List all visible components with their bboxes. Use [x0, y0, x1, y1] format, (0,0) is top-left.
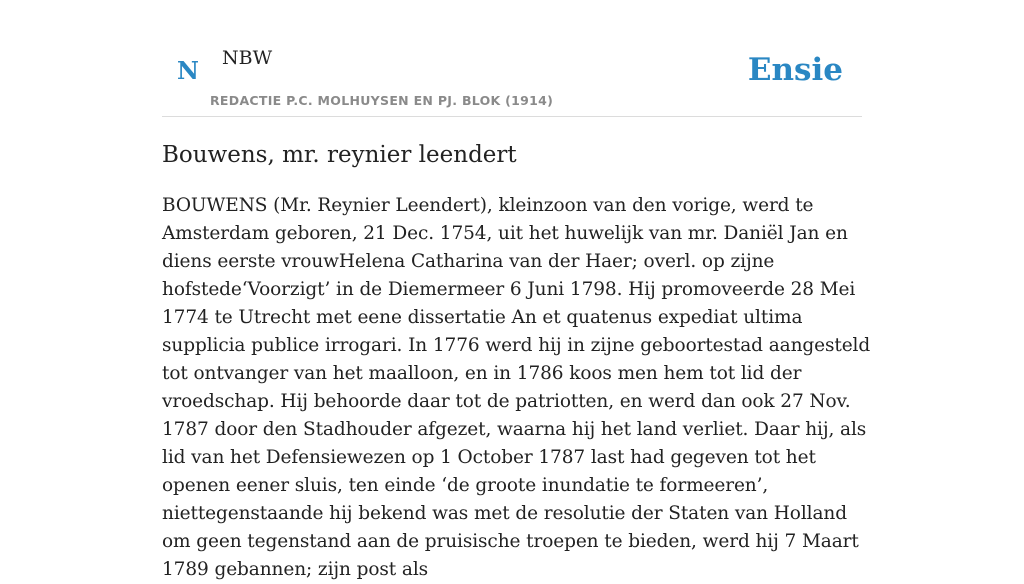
source-header — [162, 0, 862, 117]
brand-logo[interactable]: Ensie — [747, 52, 843, 88]
article-title: Bouwens, mr. reynier leendert — [162, 142, 517, 168]
source-logo[interactable]: N — [177, 56, 199, 85]
source-name[interactable]: NBW — [222, 47, 273, 69]
source-subtitle: REDACTIE P.C. MOLHUYSEN EN PJ. BLOK (1914) — [210, 93, 554, 108]
article-body: BOUWENS (Mr. Reynier Leendert), kleinzoon van den vorige, werd te Amsterdam geboren, 21 Dec. 1754, uit het huwelijk van mr. Daniël Jan en diens eerste vrouwHelena Catharina van der Haer; overl. op zijne hofstede‘Voorzigt’ in de Diemermeer 6 Juni 1798. Hij promoveerde 28 Mei 1774 te Utrecht met eene dissertatie An et quatenus expediat ultima supplicia publice irrogari. In 1776 werd hij in zijne geboortestad aangesteld tot ontvanger van het maalloon, en in 1786 koos men hem tot lid der vroedschap. Hij behoorde daar tot de patriotten, en werd dan ook 27 Nov. 1787 door den Stadhouder afgezet, waarna hij het land verliet. Daar hij, als lid van het Defensiewezen op 1 October 1787 last had gegeven tot het openen eener sluis, ten einde ‘de groote inundatie te formeeren’, niettegenstaande hij bekend was met de resolutie der Staten van Holland om geen tegenstand aan de pruisische troepen te bieden, werd hij 7 Maart 1789 gebannen; zijn post als — [162, 195, 871, 580]
page-container — [162, 0, 871, 580]
